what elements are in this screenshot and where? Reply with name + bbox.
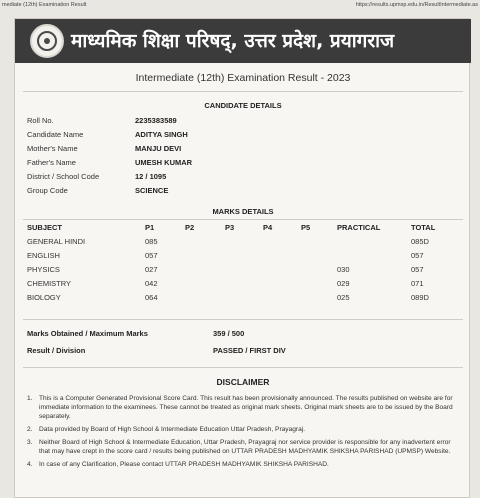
subject-cell: CHEMISTRY <box>27 279 72 288</box>
list-item: 3. Neither Board of High School & Intermediate Education, Uttar Pradesh, Prayagraj nor service provider is responsible for any inadvertent error that may have crept in the score card / results being published on UTTAR PRADESH MADHYAMIK SHIKSHA PARISHAD (UPMSP) Website. <box>27 439 451 455</box>
divider <box>23 367 463 368</box>
header-banner <box>15 19 471 63</box>
divider <box>23 319 463 320</box>
candidate-row-roll-no <box>27 114 457 127</box>
board-title: माध्यमिक शिक्षा परिषद्, उत्तर प्रदेश, प्रयागराज <box>71 30 395 52</box>
result-division-value: PASSED / FIRST DIV <box>213 346 286 355</box>
subject-cell: ENGLISH <box>27 251 60 260</box>
practical-cell: 030 <box>337 265 350 274</box>
column-header: SUBJECT <box>27 223 63 232</box>
divider <box>23 219 463 220</box>
list-item: 1. This is a Computer Generated Provisional Score Card. This result has been provisionally announced. The results published on website are for immediate information to the examinees. These cannot be treated as original mark sheets. Original mark sheets are to be issued by the Board separately. <box>27 395 453 420</box>
up-government-emblem-icon <box>30 24 64 58</box>
candidate-details-heading: CANDIDATE DETAILS <box>204 101 282 110</box>
table-row <box>27 291 457 305</box>
result-card <box>14 18 470 498</box>
field-value: SCIENCE <box>135 186 169 195</box>
p1-cell: 064 <box>145 293 158 302</box>
candidate-row-name <box>27 128 457 141</box>
column-header: P4 <box>263 223 273 232</box>
disclaimer-list <box>27 394 455 473</box>
print-header-url: https://results.upmsp.edu.in/ResultIntermediate.as <box>355 2 478 8</box>
marks-obtained-row <box>27 327 457 340</box>
print-header-title: mediate (12th) Examination Result <box>2 2 87 8</box>
candidate-row-group <box>27 184 457 197</box>
marks-table-header <box>27 221 457 233</box>
total-cell: 057 <box>411 251 424 260</box>
disclaimer-text: This is a Computer Generated Provisional Score Card. This result has been provisionally announced. The results published on website are for immediate information to the examinees. These cannot be treated as original mark sheets. Original mark sheets are to be issued by the Board separately. <box>39 395 453 420</box>
list-item: 4. In case of any Clarification, Please contact UTTAR PRADESH MADHYAMIK SHIKSHA PARISHAD. <box>27 461 329 468</box>
field-value: 12 / 1095 <box>135 172 167 181</box>
table-row <box>27 277 457 291</box>
field-label: Roll No. <box>27 116 54 125</box>
field-value: UMESH KUMAR <box>135 158 193 167</box>
disclaimer-heading: DISCLAIMER <box>216 377 270 387</box>
subject-cell: GENERAL HINDI <box>27 237 86 246</box>
column-header: TOTAL <box>411 223 436 232</box>
marks-obtained-label: Marks Obtained / Maximum Marks <box>27 329 148 338</box>
print-header <box>0 0 480 10</box>
subject-cell: BIOLOGY <box>27 293 61 302</box>
subject-cell: PHYSICS <box>27 265 60 274</box>
page-title: Intermediate (12th) Examination Result - 2023 <box>135 72 351 84</box>
divider <box>23 91 463 92</box>
field-label: Mother's Name <box>27 144 78 153</box>
field-label: Group Code <box>27 186 68 195</box>
field-label: Candidate Name <box>27 130 84 139</box>
field-value: MANJU DEVI <box>135 144 182 153</box>
column-header: P5 <box>301 223 311 232</box>
table-row <box>27 263 457 277</box>
column-header: P3 <box>225 223 235 232</box>
practical-cell: 029 <box>337 279 350 288</box>
disclaimer-text: In case of any Clarification, Please contact UTTAR PRADESH MADHYAMIK SHIKSHA PARISHAD. <box>39 461 329 468</box>
result-division-label: Result / Division <box>27 346 86 355</box>
column-header: P1 <box>145 223 155 232</box>
disclaimer-text: Neither Board of High School & Intermediate Education, Uttar Pradesh, Prayagraj nor service provider is responsible for any inadvertent error that may have crept in the score card / results being published on UTTAR PRADESH MADHYAMIK SHIKSHA PARISHAD (UPMSP) Website. <box>39 439 451 455</box>
disclaimer-text: Data provided by Board of High School & Intermediate Education Uttar Pradesh, Prayagraj. <box>39 426 306 433</box>
field-value: 2235383589 <box>135 116 177 125</box>
list-item: 2. Data provided by Board of High School & Intermediate Education Uttar Pradesh, Prayagraj. <box>27 426 306 433</box>
total-cell: 085D <box>411 237 429 246</box>
field-label: District / School Code <box>27 172 100 181</box>
table-row <box>27 249 457 263</box>
result-division-row <box>27 344 457 357</box>
table-row <box>27 235 457 249</box>
p1-cell: 027 <box>145 265 158 274</box>
column-header: PRACTICAL <box>337 223 381 232</box>
field-value: ADITYA SINGH <box>135 130 188 139</box>
marks-details-heading: MARKS DETAILS <box>212 207 274 216</box>
field-label: Father's Name <box>27 158 76 167</box>
p1-cell: 042 <box>145 279 158 288</box>
p1-cell: 057 <box>145 251 158 260</box>
marks-obtained-value: 359 / 500 <box>213 329 245 338</box>
total-cell: 071 <box>411 279 424 288</box>
column-header: P2 <box>185 223 195 232</box>
candidate-row-mother <box>27 142 457 155</box>
candidate-row-district-school <box>27 170 457 183</box>
total-cell: 089D <box>411 293 429 302</box>
total-cell: 057 <box>411 265 424 274</box>
candidate-row-father <box>27 156 457 169</box>
practical-cell: 025 <box>337 293 350 302</box>
p1-cell: 085 <box>145 237 158 246</box>
